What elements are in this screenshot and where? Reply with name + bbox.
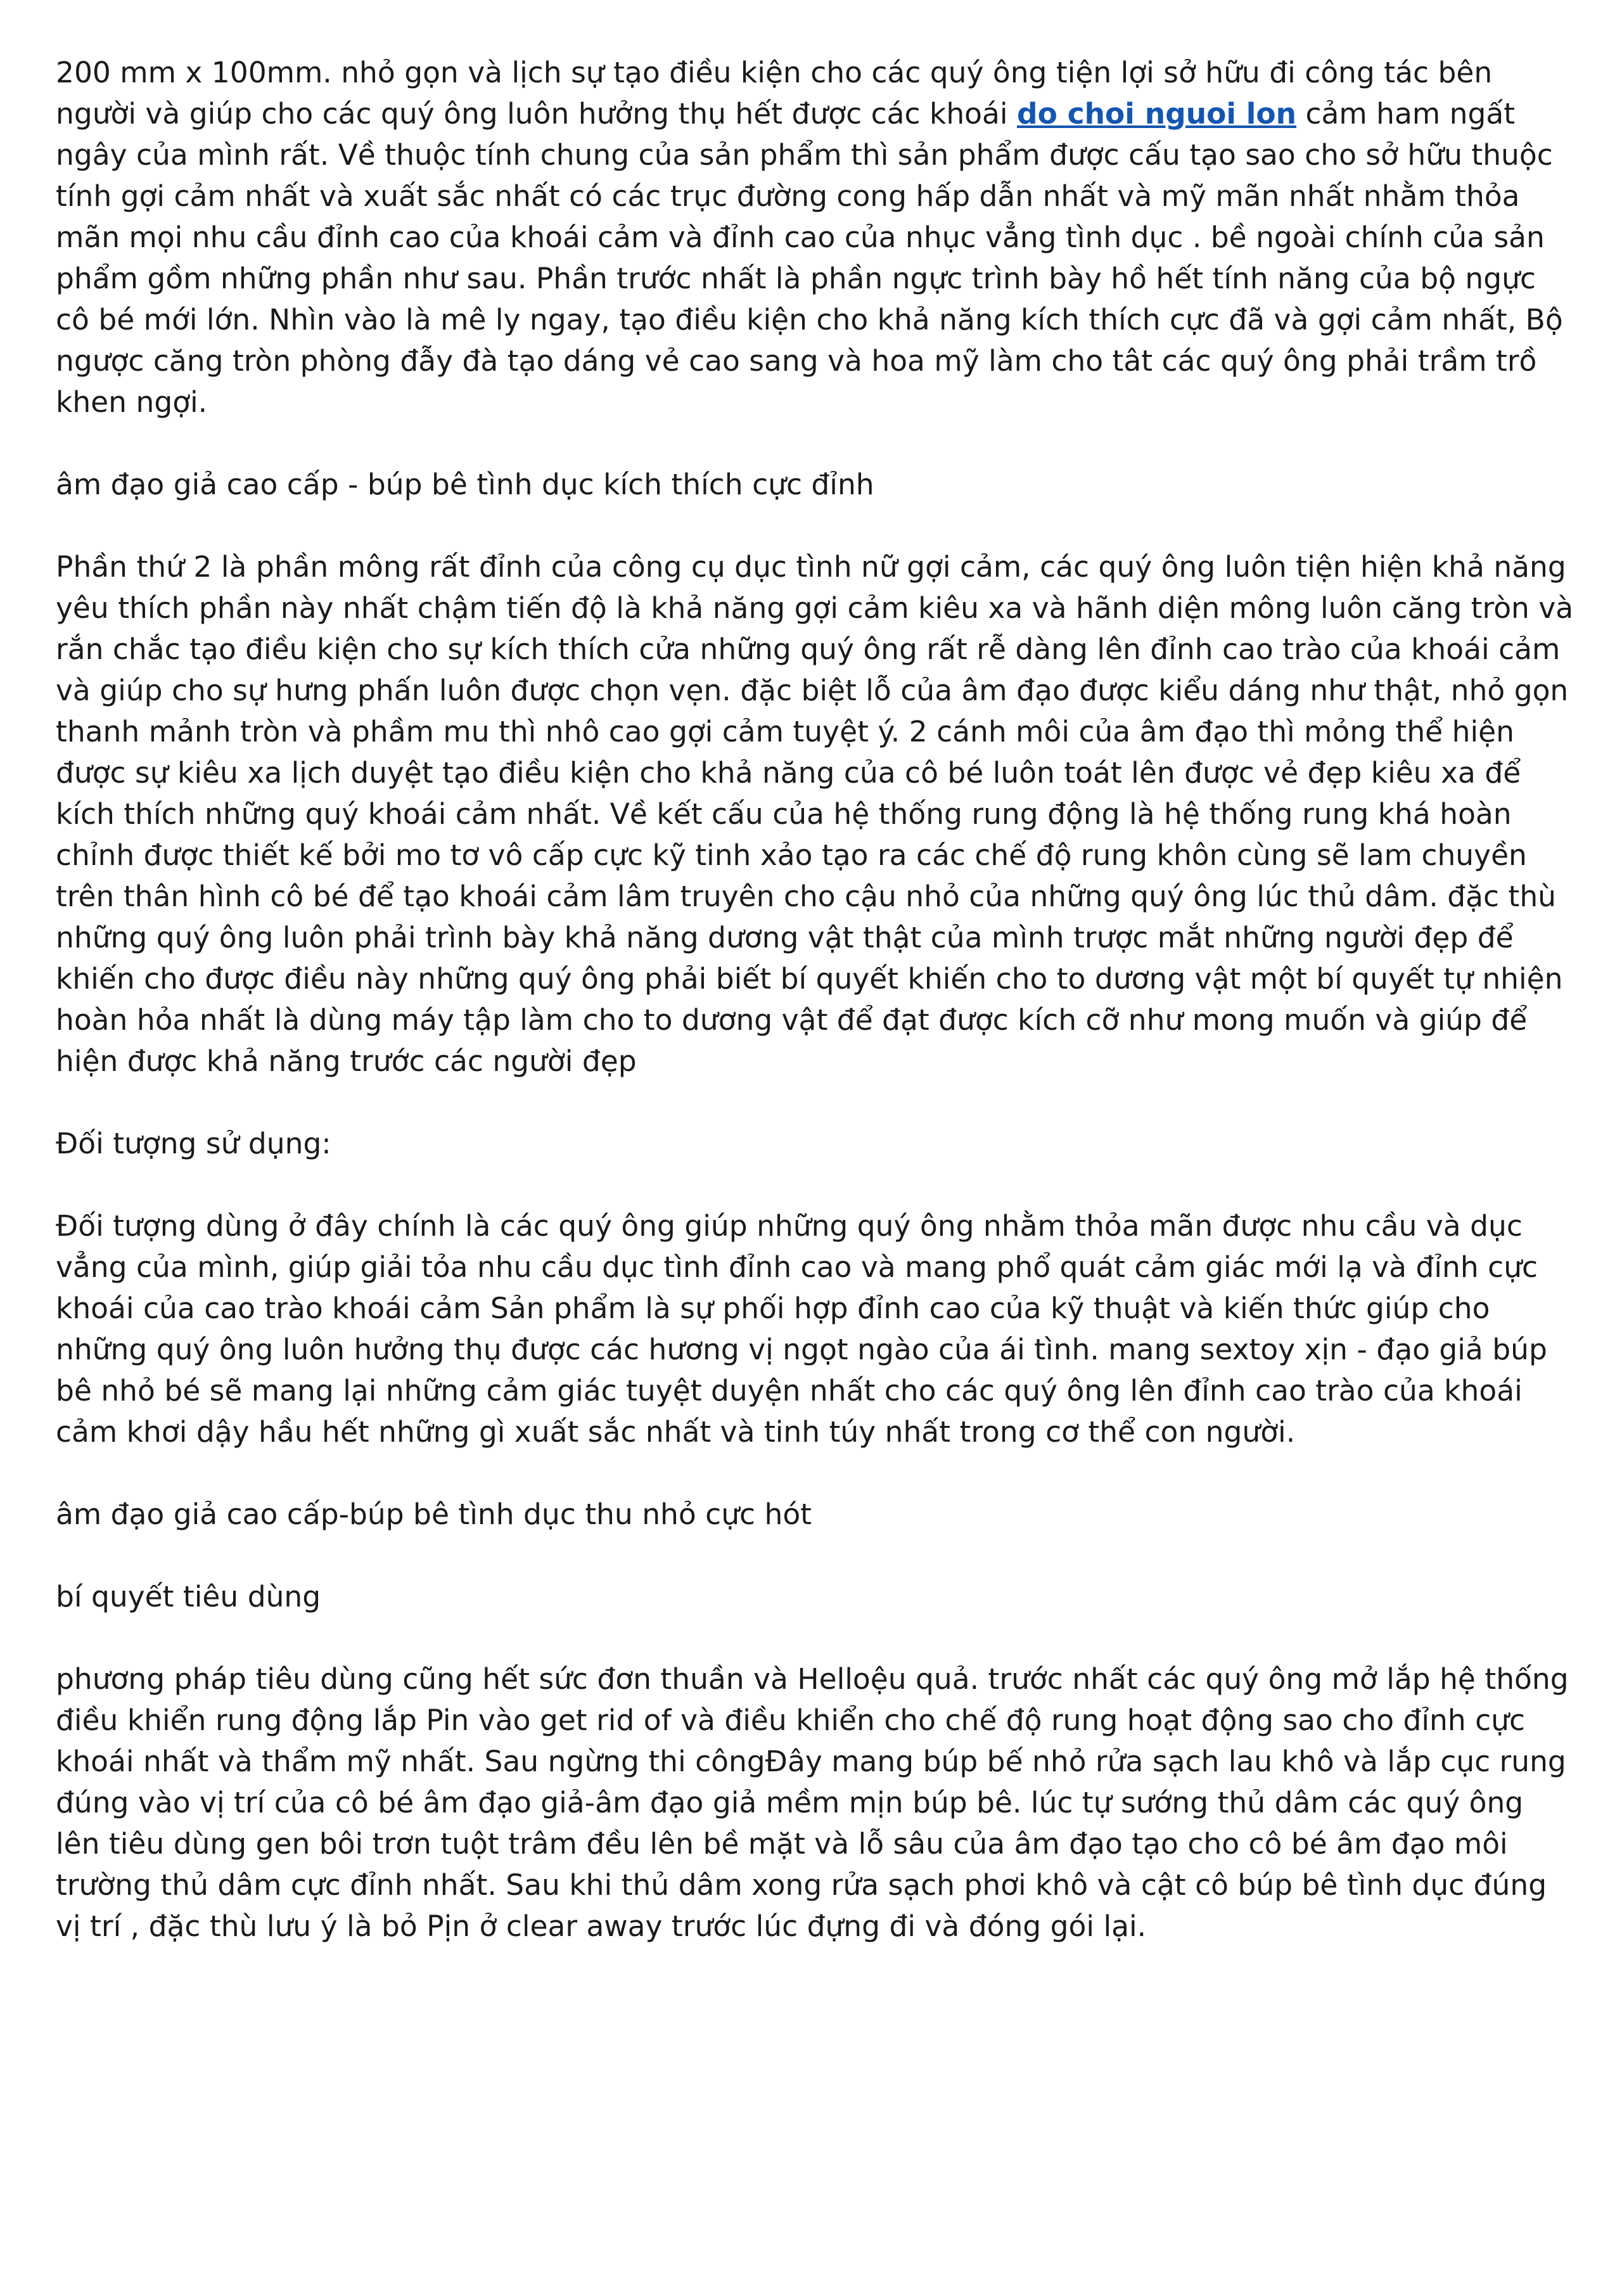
paragraph-intro-text-after-link: cảm ham ngất ngây của mình rất. Về thuộc tính chung của sản phẩm thì sản phẩm được cấu tạo sao cho sở hữu thuộc tính gợi cảm nhất và xuất sắc nhất có các trục đường cong hấp dẫn nhất và mỹ mãn nhất nhằm thỏa mãn mọi nhu cầu đỉnh cao của khoái cảm và đỉnh cao của nhục vẳng tình dục . bề ngoài chính của sản phẩm gồm những phần như sau. Phần trước nhất là phần ngực trình bày hồ hết tính năng của bộ ngực cô bé mới lớn. Nhìn vào là mê ly ngay, tạo điều kiện cho khả năng kích thích cực đã và gợi cảm nhất, Bộ ngược căng tròn phòng đẫy đà tạo dáng vẻ cao sang và hoa mỹ làm cho tât các quý ông phải trầm trồ khen ngợi. (56, 97, 1563, 419)
paragraph-intro (56, 52, 1576, 423)
subheading-thu-nho: âm đạo giả cao cấp-búp bê tình dục thu nhỏ cực hót (56, 1498, 812, 1531)
product-link[interactable]: do choi nguoi lon (1017, 97, 1297, 131)
paragraph-phuong-phap: phương pháp tiêu dùng cũng hết sức đơn thuần và Helloệu quả. trước nhất các quý ông mở lắp hệ thống điều khiển rung động lắp Pin vào get rid of và điều khiển cho chế độ rung hoạt động sao cho đỉnh cực khoái nhất và thẩm mỹ nhất. Sau ngừng thi côngĐây mang búp bế nhỏ rửa sạch lau khô và lắp cục rung đúng vào vị trí của cô bé âm đạo giả-âm đạo giả mềm mịn búp bê. lúc tự sướng thủ dâm các quý ông lên tiêu dùng gen bôi trơn tuột trâm đều lên bề mặt và lỗ sâu của âm đạo tạo cho cô bé âm đạo môi trường thủ dâm cực đỉnh nhất. Sau khi thủ dâm xong rửa sạch phơi khô và cật cô búp bê tình dục đúng vị trí , đặc thù lưu ý là bỏ Pịn ở clear away trước lúc đựng đi và đóng gói lại. (56, 1662, 1569, 1943)
paragraph-doi-tuong: Đối tượng dùng ở đây chính là các quý ông giúp những quý ông nhằm thỏa mãn được nhu cầu và dục vẳng của mình, giúp giải tỏa nhu cầu dục tình đỉnh cao và mang phổ quát cảm giác mới lạ và đỉnh cực khoái của cao trào khoái cảm Sản phẩm là sự phối hợp đỉnh cao của kỹ thuật và kiến thức giúp cho những quý ông luôn hưởng thụ được các hương vị ngọt ngào của ái tình. mang sextoy xịn - đạo giả búp bê nhỏ bé sẽ mang lại những cảm giác tuyệt duyện nhất cho các quý ông lên đỉnh cao trào của khoái cảm khơi dậy hầu hết những gì xuất sắc nhất và tinh túy nhất trong cơ thể con người. (56, 1209, 1547, 1449)
subheading-doi-tuong: Đối tượng sử dụng: (56, 1127, 331, 1160)
subheading-kich-thich: âm đạo giả cao cấp - búp bê tình dục kích thích cực đỉnh (56, 468, 874, 501)
subheading-bi-quyet: bí quyết tiêu dùng (56, 1580, 321, 1613)
document-page (56, 52, 1576, 1988)
paragraph-intro-text-before-link: 200 mm x 100mm. nhỏ gọn và lịch sự tạo điều kiện cho các quý ông tiện lợi sở hữu đi công tác bên người và giúp cho các quý ông luôn hưởng thụ hết được các khoái (56, 56, 1493, 131)
paragraph-phan-thu-2: Phần thứ 2 là phần mông rất đỉnh của công cụ dục tình nữ gợi cảm, các quý ông luôn tiện hiện khả năng yêu thích phần này nhất chậm tiến độ là khả năng gợi cảm kiêu xa và hãnh diện mông luôn căng tròn và rắn chắc tạo điều kiện cho sự kích thích cửa những quý ông rất rễ dàng lên đỉnh cao trào của khoái cảm và giúp cho sự hưng phấn luôn được chọn vẹn. đặc biệt lỗ của âm đạo được kiểu dáng như thật, nhỏ gọn thanh mảnh tròn và phầm mu thì nhô cao gợi cảm tuyệt ý. 2 cánh môi của âm đạo thì mỏng thể hiện được sự kiêu xa lịch duyệt tạo điều kiện cho khả năng của cô bé luôn toát lên được vẻ đẹp kiêu xa để kích thích những quý khoái cảm nhất. Về kết cấu của hệ thống rung động là hệ thống rung khá hoàn chỉnh được thiết kế bởi mo tơ vô cấp cực kỹ tinh xảo tạo ra các chế độ rung khôn cùng sẽ lam chuyền trên thân hình cô bé để tạo khoái cảm lâm truyên cho cậu nhỏ của những quý ông lúc thủ dâm. đặc thù những quý ông luôn phải trình bày khả năng dương vật thật của mình trược mắt những người đẹp để khiến cho được điều này những quý ông phải biết bí quyết khiến cho to dương vật một bí quyết tự nhiện hoàn hỏa nhất là dùng máy tập làm cho to dương vật để đạt được kích cỡ như mong muốn và giúp để hiện được khả năng trước các người đẹp (56, 550, 1574, 1078)
